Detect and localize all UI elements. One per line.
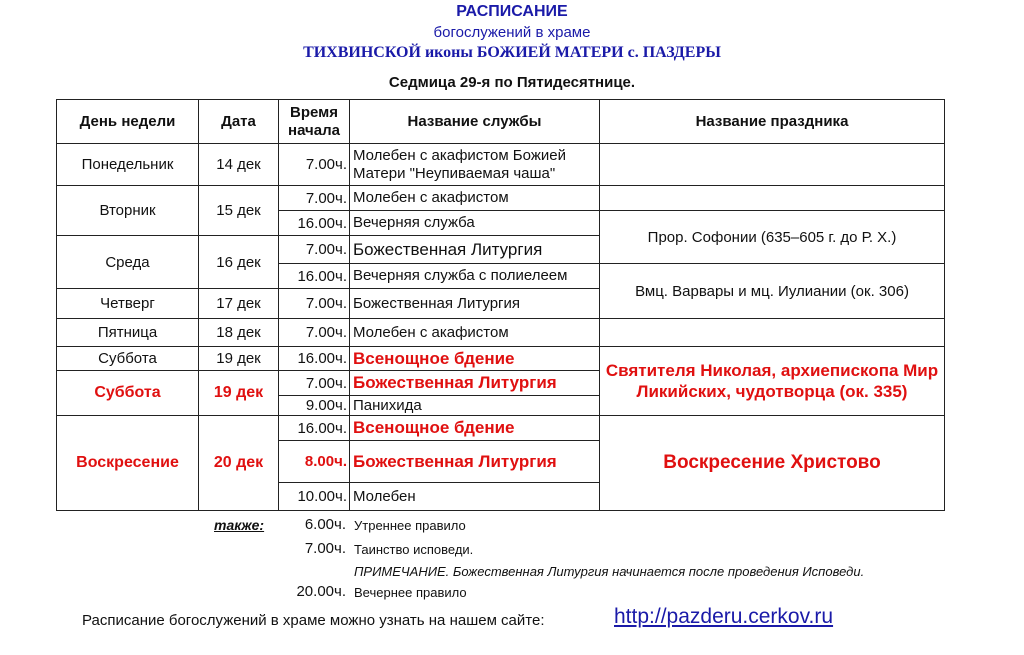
feast-cell: Святителя Николая, архиепископа Мир Ликийских, чудотворца (ок. 335) — [600, 347, 945, 416]
time-cell: 7.00ч. — [279, 236, 350, 264]
day-cell: Суббота — [57, 347, 199, 371]
day-cell: Воскресение — [57, 416, 199, 511]
extra-text: Вечернее правило — [354, 585, 467, 600]
extra-time: 20.00ч. — [296, 583, 346, 600]
date-cell: 14 дек — [199, 144, 279, 186]
schedule-title: РАСПИСАНИЕ — [456, 3, 568, 20]
feast-cell — [600, 186, 945, 211]
also-label: также: — [214, 517, 265, 533]
feast-cell: Прор. Софонии (635–605 г. до Р. Х.) — [600, 211, 945, 264]
table-header-row — [57, 100, 945, 144]
col-header-service: Название службы — [350, 100, 600, 144]
day-cell: Вторник — [57, 186, 199, 236]
date-cell: 19 дек — [199, 347, 279, 371]
time-cell: 7.00ч. — [279, 144, 350, 186]
service-cell: Панихида — [350, 396, 600, 416]
col-header-day: День недели — [57, 100, 199, 144]
service-cell: Молебен с акафистом — [350, 186, 600, 211]
col-header-feast: Название праздника — [600, 100, 945, 144]
date-cell: 18 дек — [199, 319, 279, 347]
extra-text: Таинство исповеди. — [354, 542, 474, 557]
service-cell: Всенощное бдение — [350, 347, 600, 371]
time-cell: 7.00ч. — [279, 289, 350, 319]
table-row — [57, 347, 945, 371]
col-header-date: Дата — [199, 100, 279, 144]
col-header-time: Время начала — [279, 100, 350, 144]
feast-cell — [600, 319, 945, 347]
table-row — [57, 416, 945, 441]
day-cell: Понедельник — [57, 144, 199, 186]
date-cell: 19 дек — [199, 371, 279, 416]
table-row — [57, 319, 945, 347]
feast-cell: Вмц. Варвары и мц. Иулиании (ок. 306) — [600, 264, 945, 319]
day-cell: Суббота — [57, 371, 199, 416]
table-row — [57, 186, 945, 211]
date-cell: 17 дек — [199, 289, 279, 319]
service-cell: Вечерняя служба — [350, 211, 600, 236]
week-title: Седмица 29-я по Пятидесятнице. — [388, 74, 636, 91]
service-cell: Божественная Литургия — [350, 441, 600, 483]
time-cell: 16.00ч. — [279, 264, 350, 289]
date-cell: 15 дек — [199, 186, 279, 236]
website-link[interactable]: http://pazderu.cerkov.ru — [614, 605, 834, 628]
day-cell: Четверг — [57, 289, 199, 319]
time-cell: 16.00ч. — [279, 347, 350, 371]
extra-time: 7.00ч. — [304, 540, 346, 557]
date-cell: 16 дек — [199, 236, 279, 289]
time-cell: 7.00ч. — [279, 186, 350, 211]
time-cell: 9.00ч. — [279, 396, 350, 416]
time-cell: 7.00ч. — [279, 319, 350, 347]
note-text: ПРИМЕЧАНИЕ. Божественная Литургия начинается после проведения Исповеди. — [354, 564, 865, 579]
schedule-subtitle: богослужений в храме — [433, 24, 591, 41]
time-cell: 7.00ч. — [279, 371, 350, 396]
extra-time: 6.00ч. — [304, 516, 346, 533]
service-cell: Молебен — [350, 483, 600, 511]
table-row — [57, 144, 945, 186]
service-cell: Вечерняя служба с полиелеем — [350, 264, 600, 289]
service-cell: Божественная Литургия — [350, 371, 600, 396]
church-name: ТИХВИНСКОЙ иконы БОЖИЕЙ МАТЕРИ с. ПАЗДЕРЫ — [303, 44, 721, 61]
day-cell: Среда — [57, 236, 199, 289]
feast-cell — [600, 144, 945, 186]
service-cell: Молебен с акафистом Божией Матери "Неупиваемая чаша" — [350, 144, 600, 186]
extra-text: Утреннее правило — [354, 518, 466, 533]
service-cell: Божественная Литургия — [350, 289, 600, 319]
time-cell: 8.00ч. — [279, 441, 350, 483]
feast-cell: Воскресение Христово — [600, 416, 945, 511]
schedule-table — [56, 99, 945, 511]
time-cell: 16.00ч. — [279, 211, 350, 236]
time-cell: 10.00ч. — [279, 483, 350, 511]
service-cell: Божественная Литургия — [350, 236, 600, 264]
date-cell: 20 дек — [199, 416, 279, 511]
day-cell: Пятница — [57, 319, 199, 347]
time-cell: 16.00ч. — [279, 416, 350, 441]
footer-text: Расписание богослужений в храме можно узнать на нашем сайте: — [82, 612, 545, 629]
service-cell: Всенощное бдение — [350, 416, 600, 441]
service-cell: Молебен с акафистом — [350, 319, 600, 347]
